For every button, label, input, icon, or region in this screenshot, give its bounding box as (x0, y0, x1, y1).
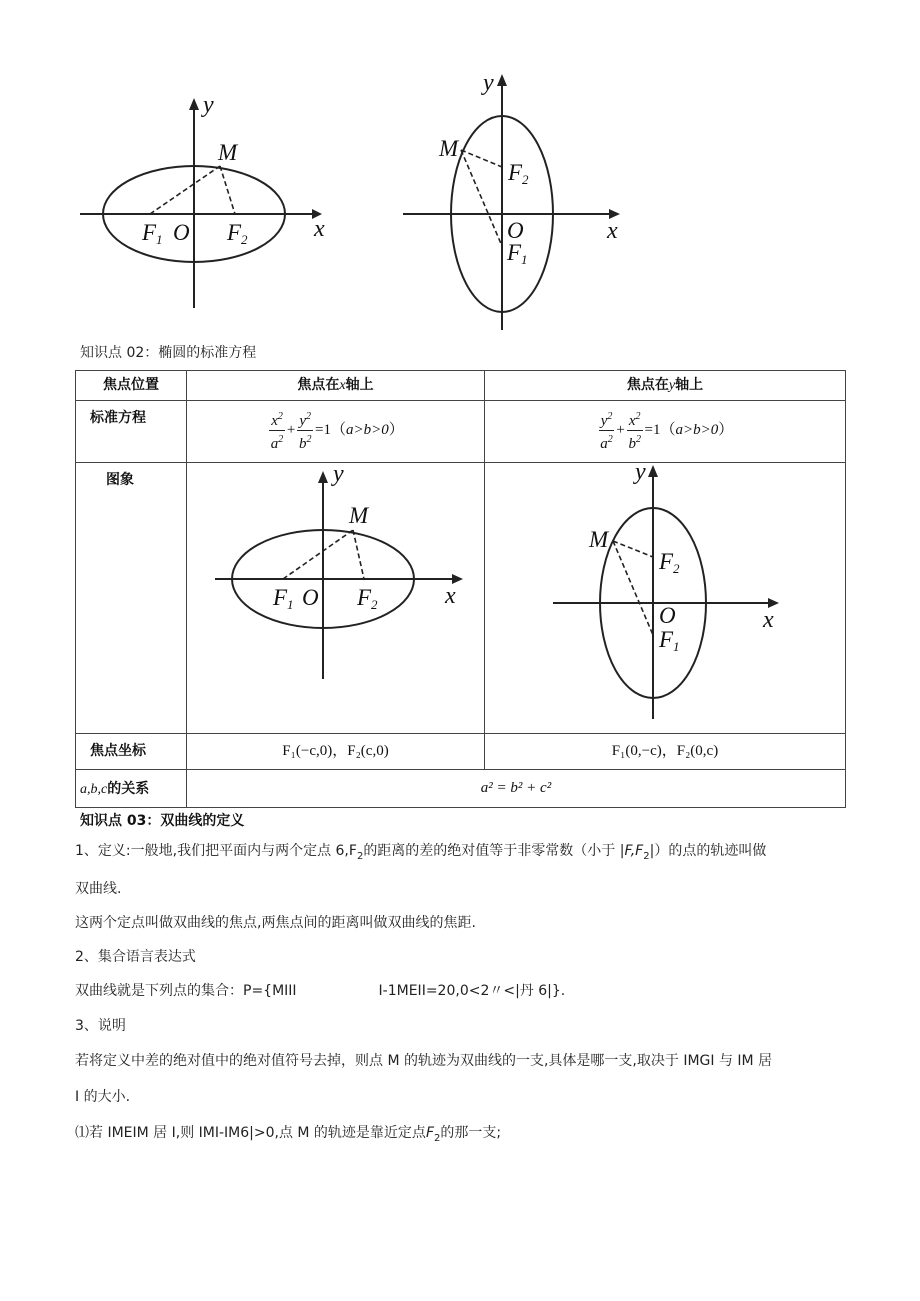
set-expression-paragraph: 双曲线就是下列点的集合：P={MIII I-1MEII=20,0<2〃<|丹 6|}. (75, 983, 566, 999)
point-m-label: M (218, 140, 238, 165)
svg-text:M: M (589, 527, 609, 552)
graph-ellipse-vertical (485, 463, 845, 729)
origin-label: O (173, 220, 190, 245)
header-focus-on-x: 焦点在x轴上 (187, 371, 485, 401)
graph-cell-focus-x (187, 463, 485, 734)
svg-text:F: F (227, 220, 242, 245)
graph-ellipse-horizontal (187, 463, 484, 729)
y-axis-label: y (203, 92, 214, 118)
row-label-focus-coordinates: 焦点坐标 (76, 734, 187, 770)
svg-text:F: F (659, 627, 674, 652)
table-row-focus-coordinates (76, 734, 846, 770)
svg-text:1: 1 (673, 639, 680, 654)
explanation-heading: 3、说明 (75, 1018, 126, 1034)
section-02-title: 知识点 02：椭圆的标准方程 (80, 345, 257, 361)
focus-coords-x: F₁(−c,0)，F₂(c,0) (187, 734, 485, 770)
svg-text:x: x (445, 583, 456, 609)
header-focus-on-y: 焦点在y轴上 (485, 371, 846, 401)
row-label-abc-relation: a,b,c的关系 (76, 770, 187, 808)
equation-focus-y: $\frac{y^2}{a^2}$ + $\frac{x^2}{b^2}$ =1（a>b>0） (485, 401, 846, 463)
svg-text:O: O (659, 603, 676, 628)
equation-focus-x: $\frac{x^2}{a^2}$ + $\frac{y^2}{b^2}$ =1（a>b>0） (187, 401, 485, 463)
foci-paragraph: 这两个定点叫做双曲线的焦点,两焦点间的距离叫做双曲线的焦距. (75, 915, 476, 931)
header-focus-position: 焦点位置 (76, 371, 187, 401)
svg-text:y: y (333, 463, 344, 487)
svg-text:2: 2 (371, 597, 378, 612)
definition-paragraph-cont: 双曲线. (75, 881, 122, 897)
svg-text:F: F (507, 240, 522, 265)
x-axis-label: x (314, 216, 325, 242)
section-03-title: 知识点 03：双曲线的定义 (80, 813, 245, 829)
svg-text:F: F (357, 585, 372, 610)
focus-coords-y: F₁(0,−c)，F₂(0,c) (485, 734, 846, 770)
explanation-paragraph-cont: I 的大小. (75, 1089, 131, 1105)
svg-text:2: 2 (673, 561, 680, 576)
svg-text:x: x (607, 218, 618, 244)
svg-text:O: O (507, 218, 524, 243)
set-language-heading: 2、集合语言表达式 (75, 949, 196, 965)
svg-text:F: F (142, 220, 157, 245)
ellipse-standard-equation-table (75, 370, 846, 808)
row-label-standard-equation: 标准方程 (76, 401, 187, 463)
table-row-graph (76, 463, 846, 734)
explanation-paragraph: 若将定义中差的绝对值中的绝对值符号去掉，则点 M 的轨迹为双曲线的一支,具体是哪一支,取决于 IMGI 与 IM 居 (75, 1053, 773, 1069)
svg-text:1: 1 (521, 252, 528, 267)
svg-text:F: F (659, 549, 674, 574)
svg-text:2: 2 (241, 232, 248, 247)
abc-relation-formula: a² = b² + c² (187, 770, 846, 808)
case-1-paragraph: ⑴若 IMEIM 居 I,则 IMI-IM6|>0,点 M 的轨迹是靠近定点$F_2$的那一支; (75, 1125, 502, 1144)
svg-text:M: M (349, 503, 369, 528)
table-row-standard-equation (76, 401, 846, 463)
row-label-graph: 图象 (76, 463, 187, 734)
definition-paragraph: 1、定义:一般地,我们把平面内与两个定点 $6,F_2$的距离的差的绝对值等于非零常数（小于 $|F,F_2|$）的点的轨迹叫做 (75, 843, 767, 862)
svg-text:x: x (763, 607, 774, 633)
svg-text:2: 2 (522, 172, 529, 187)
figure-ellipse-vertical (395, 68, 635, 336)
svg-text:F: F (273, 585, 288, 610)
svg-text:y: y (635, 463, 646, 485)
svg-text:1: 1 (156, 232, 163, 247)
svg-text:y: y (483, 70, 494, 96)
svg-text:M: M (439, 136, 459, 161)
table-header-row (76, 371, 846, 401)
table-row-abc-relation (76, 770, 846, 808)
svg-text:O: O (302, 585, 319, 610)
svg-text:1: 1 (287, 597, 294, 612)
graph-cell-focus-y (485, 463, 846, 734)
figure-ellipse-horizontal (70, 88, 340, 313)
svg-text:F: F (508, 160, 523, 185)
